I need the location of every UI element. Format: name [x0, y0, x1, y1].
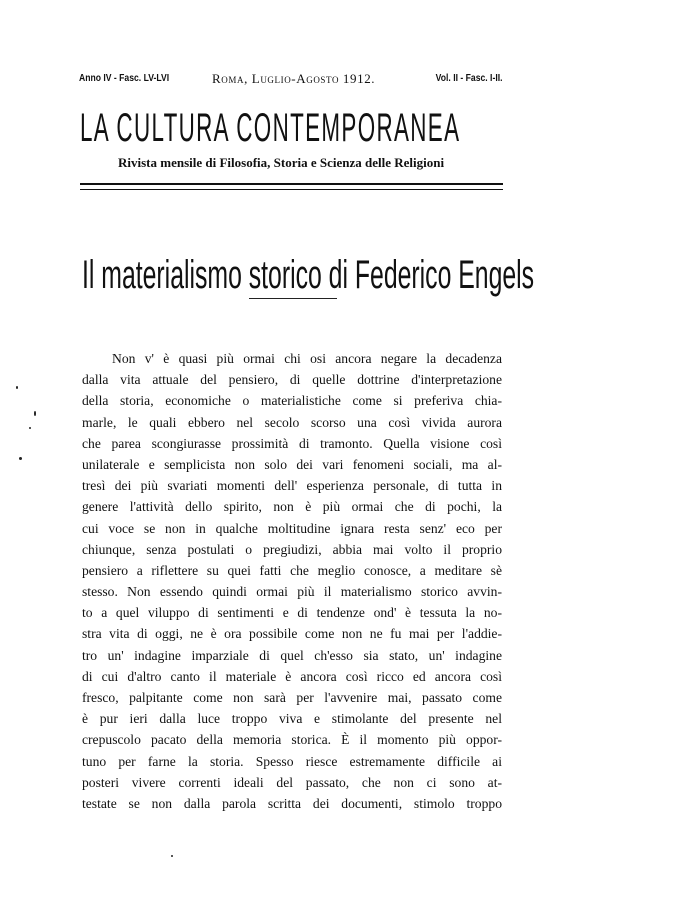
body-line: unilaterale e semplicista non solo dei vari fenomeni sociali, ma al- [82, 456, 502, 472]
body-line: tuno per farne la storia. Spesso riesce estremamente difficile ai [82, 753, 502, 769]
body-line: è pur ieri dalla luce troppo viva e stimolante del presente nel [82, 711, 502, 727]
journal-title: LA CULTURA CONTEMPORANEA [80, 106, 461, 150]
body-line: chiunque, senza postulati o pregiudizi, abbia mai volto il proprio [82, 541, 502, 557]
article-title: Il materialismo storico di Federico Engels [82, 253, 535, 297]
body-line: crepuscolo pacato della memoria storica. È il momento più oppor- [82, 732, 502, 748]
scan-speck [19, 457, 22, 460]
place-date: Roma, Luglio-Agosto 1912. [212, 71, 376, 86]
journal-subtitle: Rivista mensile di Filosofia, Storia e Scienza delle Religioni [118, 155, 445, 170]
body-line: stesso. Non essendo quindi ormai più il materialismo storico avvin- [82, 584, 502, 600]
body-line: di cui d'altro canto il materiale è ancora così ricco ed ancora così [82, 668, 502, 684]
body-line: Non v' è quasi più ormai chi osi ancora negare la decadenza [112, 351, 502, 366]
issue-number: Anno IV - Fasc. LV-LVI [79, 72, 170, 84]
body-line: testate se non dalla parola scritta dei documenti, stimolo troppo [82, 795, 502, 811]
scan-speck [29, 427, 31, 429]
scan-speck [34, 411, 36, 416]
body-line: pensiero a riflettere su quei fatti che meglio conosce, a meditare sè [82, 562, 502, 578]
article-body [82, 348, 502, 814]
volume-number: Vol. II - Fasc. I-II. [435, 72, 502, 84]
body-line: che parea scongiurasse prossimità di tramonto. Quella visione così [82, 435, 502, 451]
body-line: genere l'attività dello spirito, non è più ormai che di pochi, la [82, 499, 502, 515]
body-line: marle, le quali ebbero nel secolo scorso una così vivida aurora [82, 414, 502, 430]
scan-speck [16, 386, 18, 389]
body-line: to a quel viluppo di sentimenti e di tendenze ond' è tessuta la no- [82, 605, 502, 621]
body-line: posteri vivere correnti ideali del passato, che non ci sono at- [82, 774, 502, 790]
masthead-rule-thin [80, 189, 503, 190]
title-divider [249, 298, 337, 299]
body-line: della storia, economiche o materialistiche come si preferiva chia- [82, 393, 502, 409]
body-line: stra vita di oggi, ne è ora possibile come non ne fu mai per l'addie- [82, 626, 502, 642]
body-line: dalla vita attuale del pensiero, di quelle dottrine d'interpretazione [82, 372, 502, 388]
body-line: fresco, palpitante come non sarà per l'avvenire mai, passato come [82, 690, 502, 705]
body-line: tresì dei più svariati momenti dell' esperienza personale, di tutta in [82, 478, 502, 494]
body-line: cui voce se non in qualche moltitudine ignara resta senz' eco per [82, 520, 502, 536]
running-header [79, 72, 502, 90]
scan-speck [171, 855, 173, 857]
body-line: tro un' indagine imparziale di quel ch'esso sia stato, un' indagine [82, 647, 502, 663]
masthead-rule-thick [80, 183, 503, 185]
